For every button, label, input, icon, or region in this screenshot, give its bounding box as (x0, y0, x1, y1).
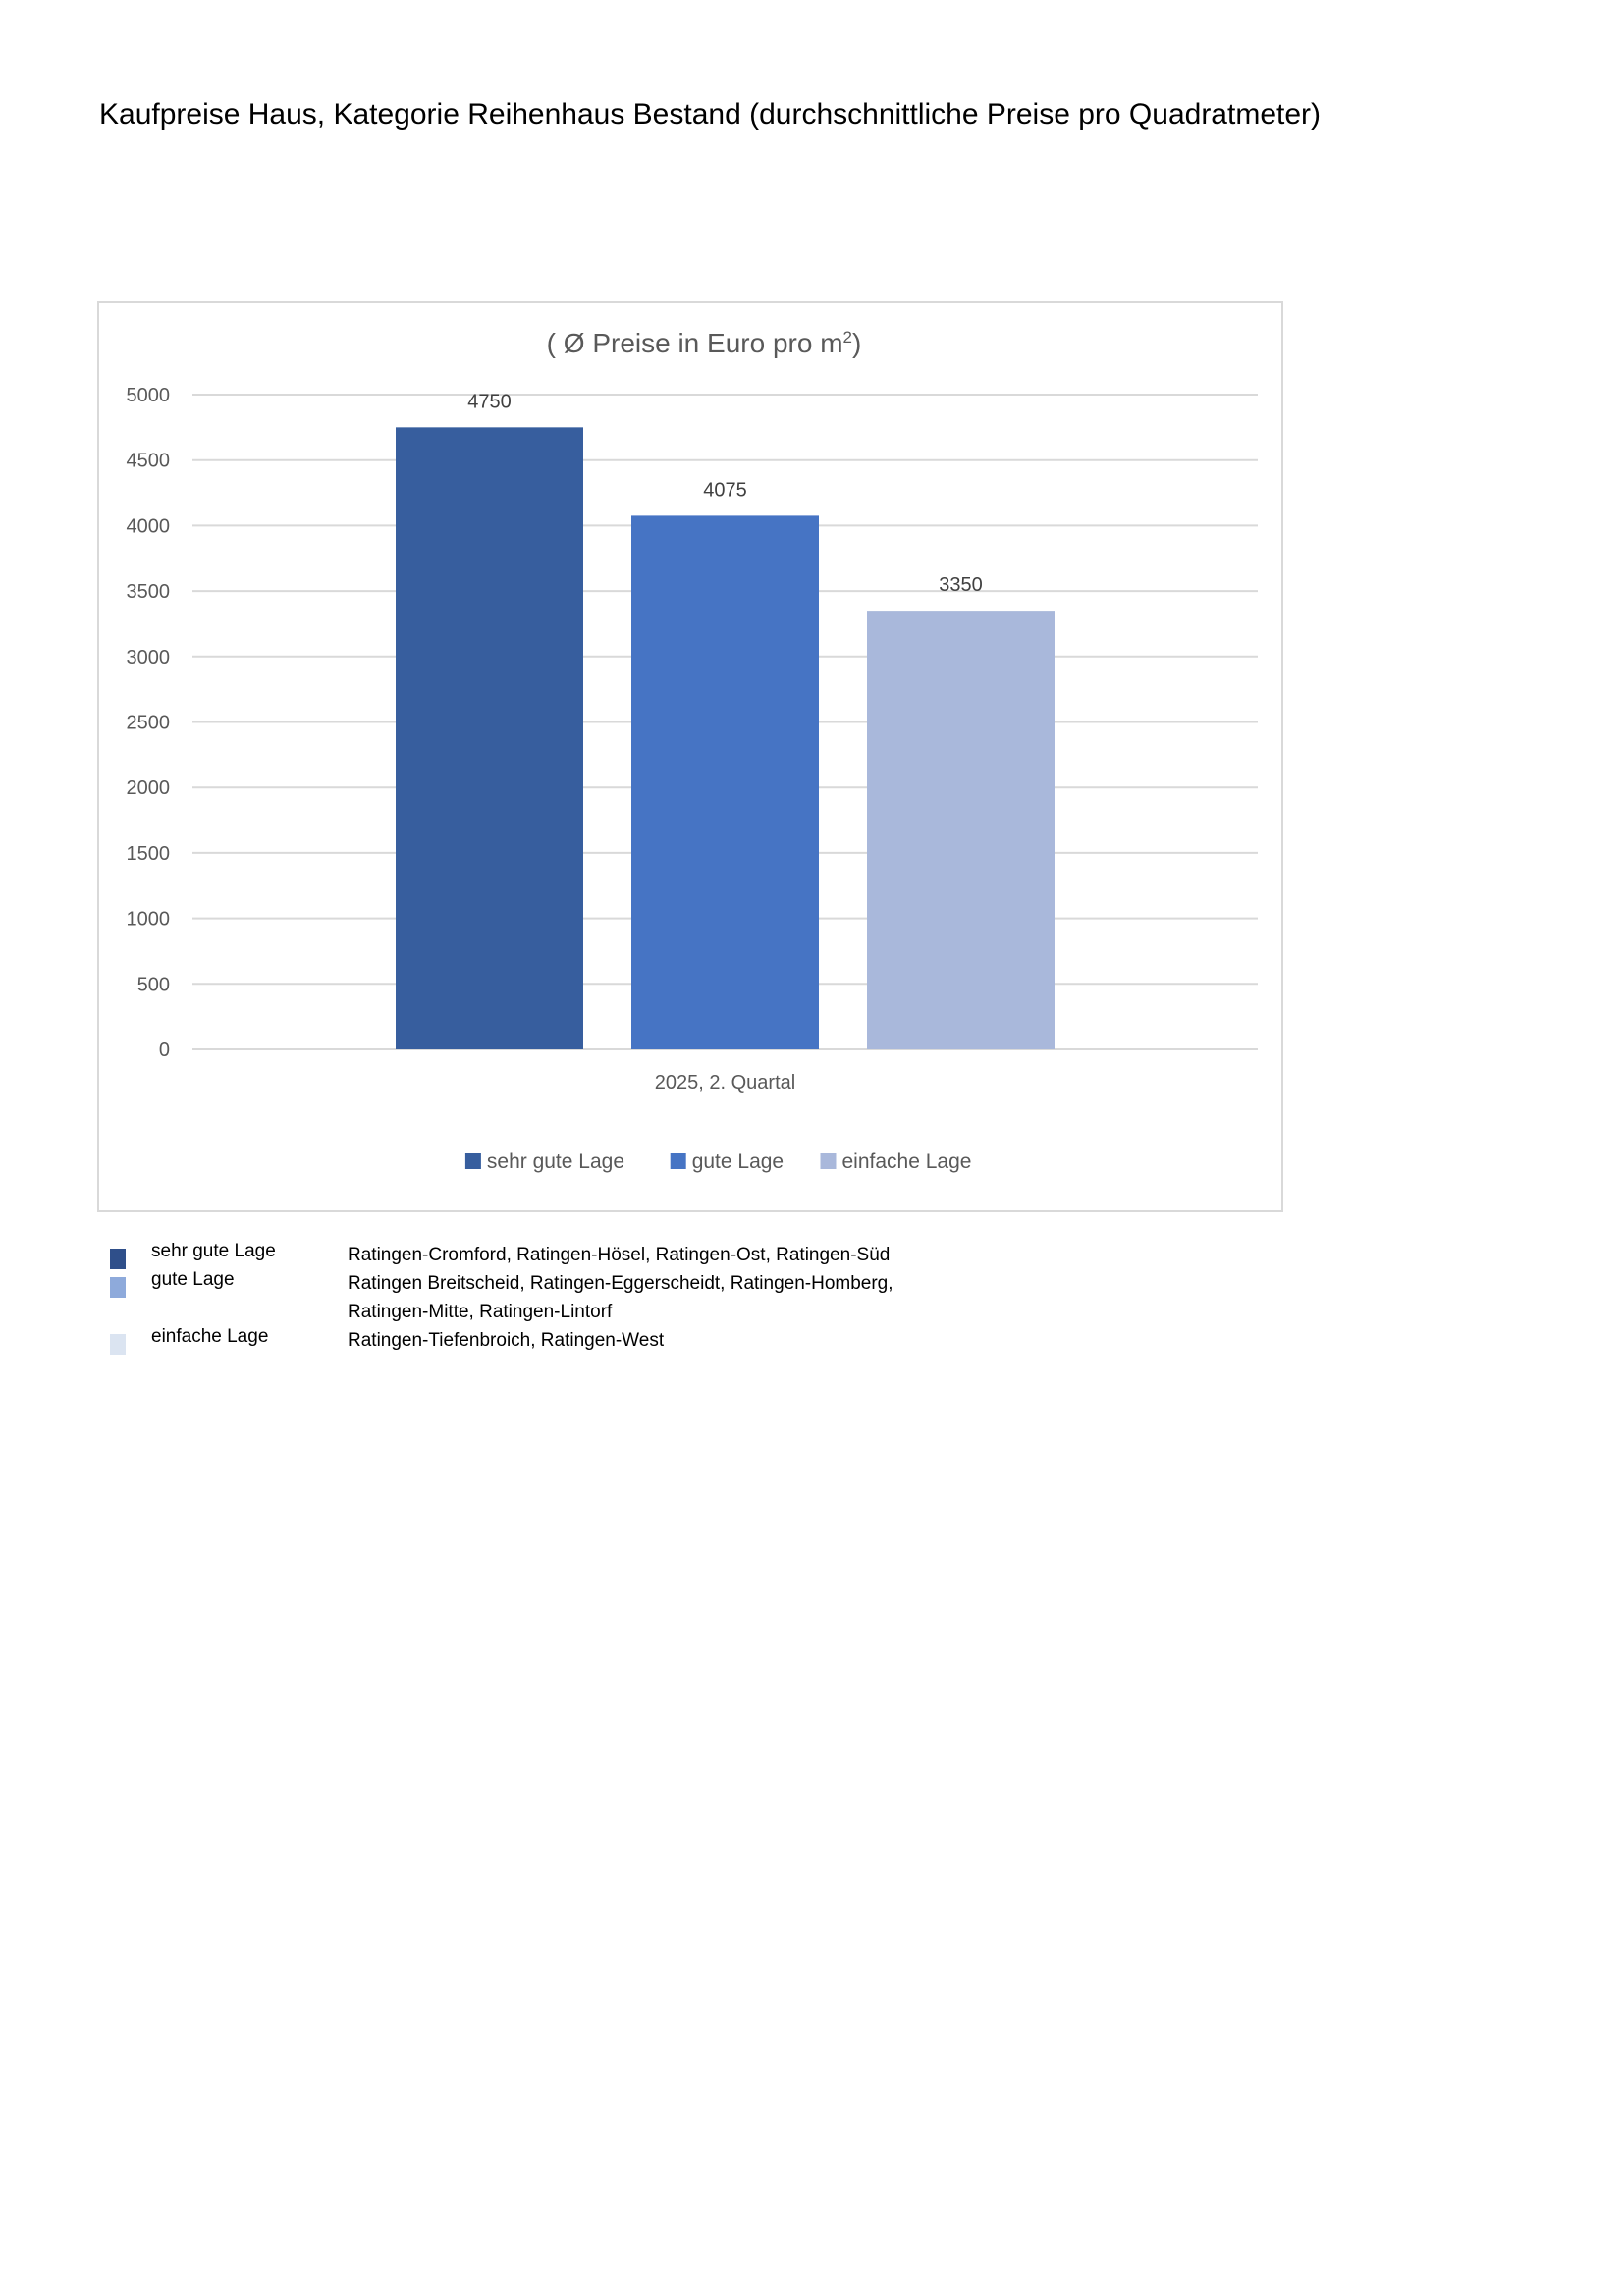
legend-label: sehr gute Lage (486, 1150, 625, 1173)
y-tick-label: 2000 (126, 777, 170, 800)
chart-title (547, 328, 862, 358)
location-key-districts: Ratingen-Cromford, Ratingen-Hösel, Ratingen-Ost, Ratingen-Süd (348, 1245, 891, 1265)
legend-swatch (465, 1153, 481, 1169)
location-key-districts: Ratingen Breitscheid, Ratingen-Eggerscheidt, Ratingen-Homberg, Ratingen-Mitte, Ratingen-Lintorf (348, 1273, 893, 1322)
bar (396, 427, 583, 1049)
y-tick-label: 5000 (126, 385, 170, 406)
y-tick-label: 4000 (126, 515, 170, 538)
chart-title-main: ( Ø Preise in Euro pro m (546, 328, 843, 358)
data-label: 3350 (939, 574, 983, 597)
data-label: 4750 (467, 391, 512, 413)
location-key-label: einfache Lage (151, 1326, 269, 1347)
x-category-label: 2025, 2. Quartal (654, 1072, 796, 1094)
legend-swatch (671, 1153, 686, 1169)
y-tick-label: 1500 (126, 842, 170, 865)
legend-label: einfache Lage (841, 1150, 972, 1173)
bar-chart (99, 303, 1281, 1210)
y-tick-label: 500 (136, 974, 170, 996)
y-tick-label: 4500 (126, 450, 170, 472)
y-tick-label: 2500 (126, 712, 170, 734)
y-tick-label: 3500 (126, 581, 170, 604)
page-title: Kaufpreise Haus, Kategorie Reihenhaus Bestand (durchschnittliche Preise pro Quadratmeter) (99, 98, 1322, 131)
y-tick-label: 0 (158, 1040, 170, 1061)
data-label: 4075 (703, 479, 747, 502)
chart-frame (97, 301, 1283, 1212)
y-tick-label: 1000 (126, 908, 170, 931)
chart-title-superscript: 2 (842, 328, 853, 347)
chart-title-end: ) (852, 328, 862, 358)
y-tick-label: 3000 (126, 646, 170, 668)
legend-label: gute Lage (691, 1150, 785, 1173)
location-key-districts: Ratingen-Tiefenbroich, Ratingen-West (348, 1330, 665, 1351)
location-key-swatch (110, 1334, 126, 1355)
legend-swatch (821, 1153, 837, 1169)
location-key-label: sehr gute Lage (151, 1241, 276, 1261)
bars (396, 427, 1055, 1049)
bar (867, 611, 1055, 1049)
location-key-swatch (110, 1249, 126, 1269)
location-key-label: gute Lage (151, 1269, 235, 1290)
bar (631, 515, 819, 1049)
legend (465, 1150, 972, 1173)
location-key-swatch (110, 1277, 126, 1298)
